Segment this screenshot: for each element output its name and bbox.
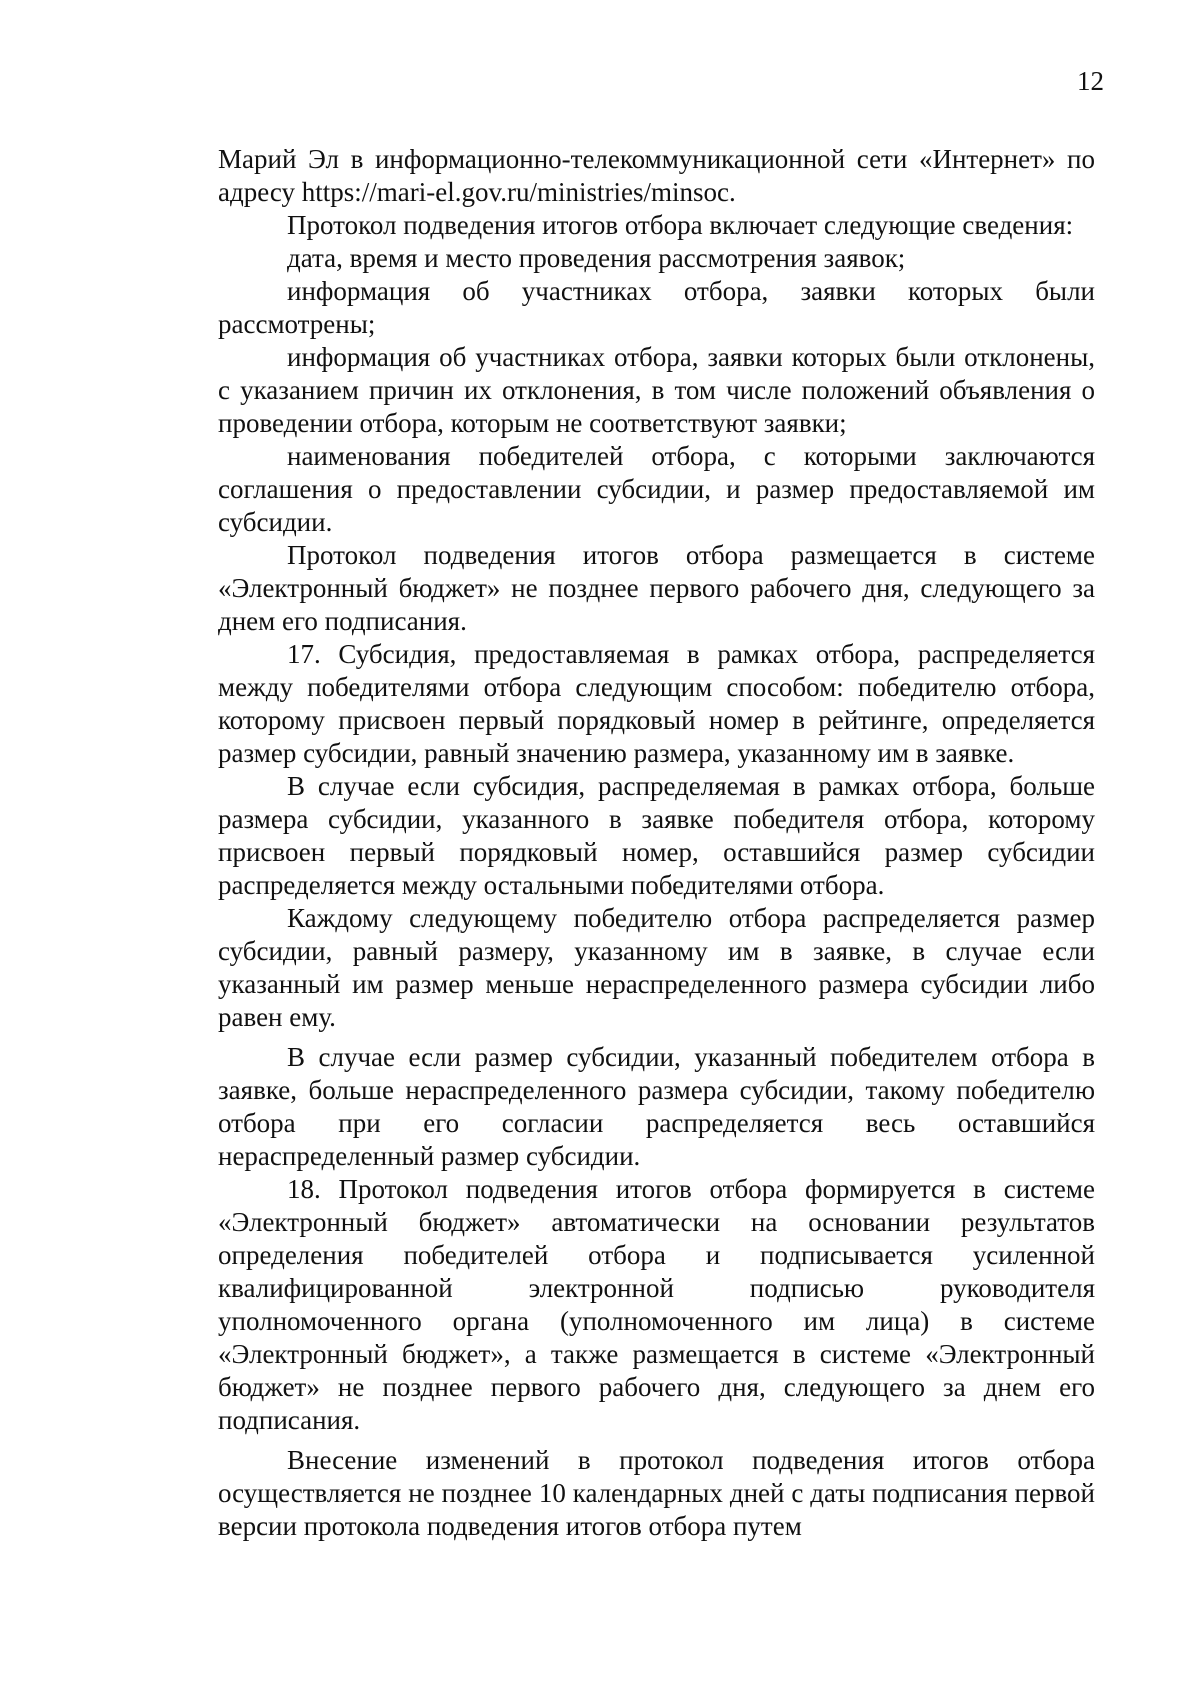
page-number: 12 — [1077, 66, 1104, 96]
paragraph-protocol-contents: Протокол подведения итогов отбора включает следующие сведения: — [287, 210, 1074, 240]
paragraph-list-item: информация об участниках отбора, заявки которых были отклонены, с указанием причин их отклонения, в том числе положений объявления о проведении отбора, которым не соответствуют заявки; — [218, 342, 1095, 438]
document-body — [218, 143, 1095, 1543]
paragraph: В случае если субсидия, распределяемая в рамках отбора, больше размера субсидии, указанного в заявке победителя отбора, которому присвоен первый порядковый номер, оставшийся размер субсидии распределяется между остальными победителями отбора. — [218, 771, 1095, 900]
paragraph-item-18: 18. Протокол подведения итогов отбора формируется в системе «Электронный бюджет» автоматически на основании результатов определения победителей отбора и подписывается усиленной квалифицированной электронной подписью руководителя уполномоченного органа (уполномоченного им лица) в системе «Электронный бюджет», а также размещается в системе «Электронный бюджет» не позднее первого рабочего дня, следующего за днем его подписания. — [218, 1174, 1095, 1435]
paragraph-list-item: дата, время и место проведения рассмотрения заявок; — [287, 243, 906, 273]
paragraph-continuation: Марий Эл в информационно-телекоммуникационной сети «Интернет» по адресу https://mari-el.gov.ru/ministries/minsoc. — [218, 144, 1095, 207]
paragraph: В случае если размер субсидии, указанный победителем отбора в заявке, больше нераспределенного размера субсидии, такому победителю отбора при его согласии распределяется весь оставшийся нераспределенный размер субсидии. — [218, 1042, 1095, 1171]
paragraph-item-17: 17. Субсидия, предоставляемая в рамках отбора, распределяется между победителями отбора следующим способом: победителю отбора, которому присвоен первый порядковый номер в рейтинге, определяется размер субсидии, равный значению размера, указанному им в заявке. — [218, 639, 1095, 768]
paragraph-list-item: информация об участниках отбора, заявки которых были рассмотрены; — [218, 276, 1095, 339]
paragraph: Каждому следующему победителю отбора распределяется размер субсидии, равный размеру, указанному им в заявке, в случае если указанный им размер меньше нераспределенного размера субсидии либо равен ему. — [218, 903, 1095, 1032]
paragraph-list-item: наименования победителей отбора, с которыми заключаются соглашения о предоставлении субсидии, и размер предоставляемой им субсидии. — [218, 441, 1095, 537]
paragraph: Внесение изменений в протокол подведения итогов отбора осуществляется не позднее 10 календарных дней с даты подписания первой версии протокола подведения итогов отбора путем — [218, 1445, 1095, 1541]
paragraph-protocol-placement: Протокол подведения итогов отбора размещается в системе «Электронный бюджет» не позднее первого рабочего дня, следующего за днем его подписания. — [218, 540, 1095, 636]
